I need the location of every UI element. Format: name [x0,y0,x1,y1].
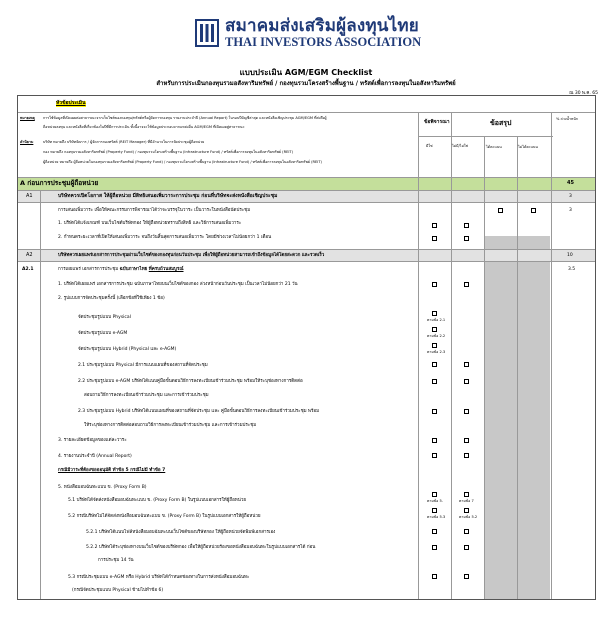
a21-line-10: ให้ระบุช่องทางการติดต่อสอบถามวิธีการลงทะเบียนเข้าร่วมประชุม และการเข้าร่วมประชุม [84,423,257,428]
a21-line-21: (กรณีจัดประชุมแบบ Physical ข้ามไปทำข้อ 6) [72,588,164,593]
col-no-header: ไม่มี/ไม่ใช่ [452,144,469,148]
a21-l20-no-checkbox[interactable] [464,574,469,579]
a21-l1-no-checkbox[interactable] [464,282,469,287]
a2-weight: 10 [567,253,573,258]
a21-l11-no-checkbox[interactable] [464,438,469,443]
note-text-2: ถือหน่วยลงทุน และหนังสือที่เกี่ยวข้องในปีที่มีการประเมิน ทั้งนี้อาจจะใช้ข้อมูลประกอบจากแหล่งอื่น AGM/EGM ที่เปิดเผยสู่สาธารณะ [43,125,245,129]
a21-line-15: 5.1 บริษัทได้จัดส่งหนังสือมอบฉันทะแบบ ข. (Proxy Form B) ในรูปแบบเอกสารให้ผู้ถือหน่วย [68,498,247,503]
a21-line-20: 5.3 กรณีประชุมแบบ e-AGM หรือ Hybrid บริษัทได้กำหนดช่องทางในการส่งหนังสือมอบฉันทะ [68,575,250,580]
document-title: แบบประเมิน AGM/EGM Checklist [239,68,373,77]
a21-line-8: สอบถามวิธีการลงทะเบียนเข้าร่วมประชุม และการเข้าร่วมประชุม [84,393,209,398]
a21-l18-no-checkbox[interactable] [464,545,469,550]
a21-line-11: 3. รายละเอียดข้อมูลของแต่ละวาระ [58,438,127,443]
format-eagm-checkbox[interactable] [432,327,437,332]
a21-l9-no-checkbox[interactable] [464,409,469,414]
a1-item1-no-checkbox[interactable] [464,223,469,228]
col-score-no-header: ไม่ได้คะแนน [518,145,538,149]
format-eagm-note: ตามข้อ 2.2 [427,334,446,338]
a21-line-4: จัดประชุมรูปแบบ e-AGM [78,331,128,336]
a21-l7-yes-checkbox[interactable] [432,379,437,384]
logo-thai-name: สมาคมส่งเสริมผู้ลงทุนไทย [225,16,419,36]
a21-line-16: 5.2 กรณีบริษัทไม่ได้จัดส่งหนังสือมอบฉันทะแบบ ข. (Proxy Form B) ในรูปแบบเอกสารให้ผู้ถือหน่วย [68,514,261,519]
a21-code: A2.1 [22,267,34,272]
a1-intro-weight: 3 [569,208,572,213]
a21-l11-yes-checkbox[interactable] [432,438,437,443]
proxy-sent-no-checkbox[interactable] [464,492,469,497]
a21-line-13: กรณีมีวาระที่ต้องขอออนุมัติ ทำข้อ 5 กรณีไม่มี ทำข้อ 7 [58,468,166,473]
format-hybrid-checkbox[interactable] [432,343,437,348]
a21-l6-no-checkbox[interactable] [464,362,469,367]
a21-line-7: 2.2 ประชุมรูปแบบ e-AGM บริษัทได้แนบคู่มือขั้นตอนวิธีการลงทะเบียนเข้าร่วมประชุม พร้อมให้ระบุช่องทางการติดต่อ [78,379,303,384]
logo-english-name: THAI INVESTORS ASSOCIATION [225,35,422,49]
a21-line-9: 2.3 ประชุมรูปแบบ Hybrid บริษัทได้แนบแผนที่ของสถานที่จัดประชุม และ คู่มือขั้นตอนวิธีการลงทะเบียนเข้าร่วมประชุม พร้อม [78,409,320,414]
section-a-weight: 45 [567,180,574,186]
a1-intro: การเสนอเพิ่มวาระ เพื่อให้คณะกรรมการพิจารณาได้ว่าจะบรรจุในวาระ เป็นวาระในหนังสือนัดประชุม [58,208,251,213]
a21-l17-yes-checkbox[interactable] [432,529,437,534]
a21-line-12: 4. รายงานประจำปี (Annual Report) [58,454,132,459]
a21-line-6: 2.1 ประชุมรูปแบบ Physical มีการแนบแผนที่ของสถานที่จัดประชุม [78,363,208,368]
a2-title: บริษัทควรเผยแพร่เอกสารการประชุมผ่านเว็บไซต์ของกองทุนก่อนวันประชุม เพื่อให้ผู้ถือหน่วยสามารถเข้าถึงข้อมูลได้โดยสะดวก และรวดเร็ว [58,253,325,258]
definition-2: กอง หมายถึง กองทุนรวมอสังหาริมทรัพย์ (Property Fund) / กองทุนรวมโครงสร้างพื้นฐาน (Infrastructure Fund) / ทรัสต์เพื่อการลงทุนในอสังหาริมทรัพย์ (REIT) [43,150,294,154]
col-consider-header: ข้อพิจารณา [424,119,450,125]
a21-l20-yes-checkbox[interactable] [432,574,437,579]
proxy-notsent-no-checkbox[interactable] [464,508,469,513]
checklist-table [17,95,596,600]
proxy-notsent-yes-checkbox[interactable] [432,508,437,513]
a21-l12-yes-checkbox[interactable] [432,453,437,458]
definition-1: บริษัท หมายถึง บริษัทจัดการ / ผู้จัดการกองทรัสต์ (REIT Manager) ที่มีอำนาจในการจัดประชุมผู้ถือหน่วย [43,140,205,144]
a1-score-yes-checkbox[interactable] [498,208,503,213]
format-hybrid-note: ตามข้อ 2.3 [427,350,446,354]
a21-l17-no-checkbox[interactable] [464,529,469,534]
a21-l1-yes-checkbox[interactable] [432,282,437,287]
a1-item-1: 1. บริษัทได้แจ้งเกณฑ์ บนเว็บไซต์บริษัทกอง ให้ผู้ถือหน่วยทราบถึงสิทธิ และวิธีการเสนอเพิ่มวาระ [58,221,242,226]
proxy-sent-yes-checkbox[interactable] [432,492,437,497]
proxy-notsent-yes-note: ตามข้อ 5.3 [427,515,446,519]
definition-3: ผู้ถือหน่วย หมายถึง ผู้ถือหน่วยในกองทุนรวมอสังหาริมทรัพย์ (Property Fund) / กองทุนรวมโครงสร้างพื้นฐาน (Infrastructure Fund) / ทรัสต์เพื่อการลงทุนในอสังหาริมทรัพย์ (REIT) [43,160,322,164]
a21-title: การเผยแพร่ เอกสารการประชุม ฉบับภาษาไทย ที่ครบถ้วนสมบูรณ์ [58,267,184,272]
document-subtitle: สำหรับการประเมินกองทุนรวมอสังหาริมทรัพย์ / กองทุนรวมโครงสร้างพื้นฐาน / ทรัสต์เพื่อการลงทุนในอสังหาริมทรัพย์ [156,80,456,87]
a21-line-3: จัดประชุมรูปแบบ Physical [78,315,131,320]
association-logo [195,18,421,49]
note-text-1: การใช้ข้อมูลที่เปิดเผยต่อสาธารณะจากเว็บไซต์ของกองทุน/ทรัสต์หรือผู้จัดการกองทุน รายงานประจำปี (Annual Report) ในรอบปีบัญชีล่าสุด และหนังสือเชิญประชุม AGM/EGM ที่ส่งถึงผู้ [43,116,327,120]
a1-score-no-checkbox[interactable] [531,208,536,213]
a21-line-17: 5.2.1 บริษัทได้แนบไฟล์หนังสือมอบฉันทะบนเว็บไซต์ของบริษัทกอง ให้ผู้ถือหน่วยจัดพิมพ์เอกสารเอง [86,530,276,535]
proxy-sent-yes-note: ตามข้อ 5. [427,499,443,503]
note-label: หมายเหตุ [20,116,35,120]
document-date: ณ 30 พ.ค. 65 [569,91,598,96]
a21-line-2: 2. รูปแบบการจัดประชุมครั้งนี้ (เลือกข้อที่ใช้เพียง 1 ข้อ) [58,296,165,301]
col-yes-header: มีใช่ [426,144,433,148]
proxy-sent-no-note: ตามข้อ 7 [459,499,474,503]
a21-l12-no-checkbox[interactable] [464,453,469,458]
definition-label: คำนิยาม [20,140,34,144]
criteria-heading: หัวข้อประเมิน [56,100,86,106]
a21-line-5: จัดประชุมรูปแบบ Hybrid (Physical และ e-AGM) [78,347,177,352]
a21-line-18: 5.2.2 บริษัทได้ระบุช่องทางบนเว็บไซต์ของบริษัทกอง เพื่อให้ผู้ถือหน่วยร้องขอหนังสือมอบฉันทะในรูปแบบเอกสารได้ ก่อน [86,545,316,550]
a21-line-1: 1. บริษัทได้เผยแพร่ เอกสารการประชุม ฉบับภาษาไทยบนเว็บไซต์ของกอง ล่วงหน้าก่อนวันประชุม เป็นเวลาไม่น้อยกว่า 21 วัน [58,282,298,287]
a1-item-2: 2. กำหนดระยะเวลาที่เปิดให้เสนอเพิ่มวาระ จนถึงวันสิ้นสุดการเสนอเพิ่มวาระ โดยมีช่วงเวลาไม่น้อยกว่า 1 เดือน [58,235,272,240]
a1-weight: 3 [569,194,572,199]
association-emblem-icon [195,18,219,48]
a21-l9-yes-checkbox[interactable] [432,409,437,414]
a2-code: A2 [26,252,33,258]
a21-l18-yes-checkbox[interactable] [432,545,437,550]
a21-l7-no-checkbox[interactable] [464,379,469,384]
a1-item2-yes-checkbox[interactable] [432,236,437,241]
a21-weight: 3.5 [568,267,576,272]
section-a-bar [18,178,595,190]
a21-l6-yes-checkbox[interactable] [432,362,437,367]
col-score-yes-header: ได้คะแนน [486,145,502,149]
col-summary-header: ข้อสรุป [490,119,512,127]
a1-title: บริษัทควรเปิดโอกาส ให้ผู้ถือหน่วย มีสิทธิเสนอเพิ่มวาระการประชุม ก่อนที่บริษัทจะส่งหนังสือเชิญประชุม [58,193,278,199]
a1-item1-yes-checkbox[interactable] [432,223,437,228]
a1-item2-no-checkbox[interactable] [464,236,469,241]
format-physical-checkbox[interactable] [432,311,437,316]
col-weight-header: % ถ่วงน้ำหนัก [556,117,578,121]
format-physical-note: ตามข้อ 2.1 [427,318,446,322]
a21-line-19: การประชุม 14 วัน [98,558,134,563]
proxy-notsent-no-note: ตามข้อ 5.2 [459,515,478,519]
a1-code: A1 [26,193,33,199]
section-a-label: A ก่อนการประชุมผู้ถือหน่วย [20,179,99,187]
a21-line-14: 5. หนังสือมอบฉันทะแบบ ข. (Proxy Form B) [58,485,147,490]
